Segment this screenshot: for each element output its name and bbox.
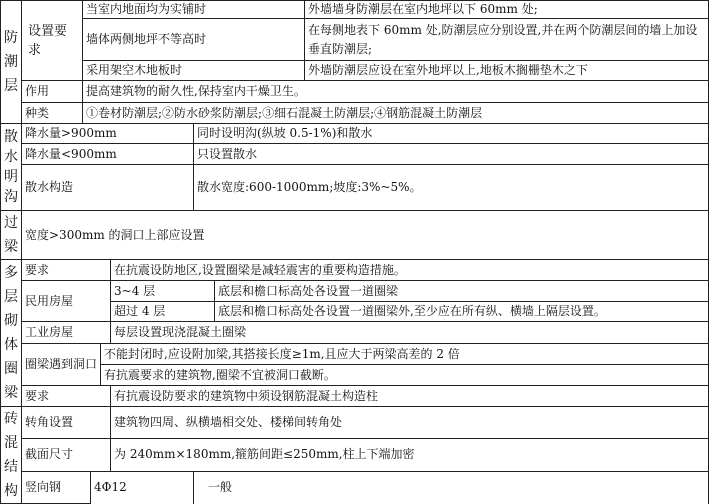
column-corner-label: 转角设置 — [22, 407, 111, 439]
column-rebar-label: 竖向钢 — [22, 471, 91, 503]
ringbeam-req-label: 要求 — [22, 260, 111, 281]
ringbeam-industrial-label: 工业房屋 — [22, 322, 111, 344]
moisture-type-row — [1, 103, 709, 124]
moisture-req-label: 设置要求 — [22, 1, 83, 81]
column-rebar-row — [1, 471, 709, 503]
drain-text-1: 同时设明沟(纵坡 0.5-1%)和散水 — [194, 124, 709, 144]
ringbeam-opening-row-1 — [1, 344, 709, 365]
ringbeam-industrial-row — [1, 322, 709, 344]
drain-text-2: 只设置散水 — [194, 144, 709, 165]
moisture-cond-2: 墙体两侧地坪不等高时 — [83, 19, 305, 61]
ringbeam-civil-floors-2: 超过 4 层 — [111, 302, 215, 322]
ringbeam-opening-label: 圈梁遇到洞口 — [22, 344, 101, 386]
drain-label-2: 降水量<900mm — [22, 144, 194, 165]
lintel-section-title: 过梁 — [1, 211, 22, 260]
ringbeam-opening-row-2 — [1, 365, 709, 386]
ringbeam-req-row — [1, 260, 709, 281]
column-req-row — [1, 386, 709, 407]
ringbeam-opening-text-2: 有抗震要求的建筑物,圈梁不宜被洞口截断。 — [101, 365, 709, 386]
column-req-label: 要求 — [22, 386, 111, 407]
moisture-use-label: 作用 — [22, 81, 83, 103]
moisture-cond-3: 采用架空木地板时 — [83, 61, 305, 81]
moisture-section-title: 防潮层 — [1, 1, 22, 124]
ringbeam-civil-row-1 — [1, 281, 709, 302]
column-section-label: 截面尺寸 — [22, 439, 111, 471]
column-req-text: 有抗震设防要求的建筑物中须设钢筋混凝土构造柱 — [111, 386, 709, 407]
drain-row-2 — [1, 144, 709, 165]
column-section-text: 为 240mm×180mm,箍筋间距≤250mm,柱上下端加密 — [111, 439, 709, 471]
ringbeam-section-title: 多层砌体圈梁 — [1, 260, 22, 407]
moisture-detail-3: 外墙防潮层应设在室外地坪以上,地板木搁栅垫木之下 — [305, 61, 709, 81]
drain-label-1: 降水量>900mm — [22, 124, 194, 144]
moisture-row-2 — [1, 19, 709, 61]
moisture-use-row — [1, 81, 709, 103]
ringbeam-opening-text-1: 不能封闭时,应设附加梁,其搭接长度≥1m,且应大于两梁高差的 2 倍 — [101, 344, 709, 365]
column-section-row — [1, 439, 709, 471]
ringbeam-civil-text-2: 底层和檐口标高处各设置一道圈梁外,至少应在所有纵、横墙上隔层设置。 — [215, 302, 709, 322]
ringbeam-industrial-text: 每层设置现浇混凝土圈梁 — [111, 322, 709, 344]
column-rebar-value: 4Φ12 — [91, 471, 194, 503]
drain-section-title: 散水明沟 — [1, 124, 22, 211]
moisture-row-3 — [1, 61, 709, 81]
moisture-detail-2: 在每侧地表下 60mm 处,防潮层应分别设置,并在两个防潮层间的墙上加设垂直防潮层; — [305, 19, 709, 61]
column-corner-row — [1, 407, 709, 439]
drain-row-1 — [1, 124, 709, 144]
ringbeam-civil-floors-1: 3~4 层 — [111, 281, 215, 302]
moisture-use-text: 提高建筑物的耐久性,保持室内干燥卫生。 — [83, 81, 709, 103]
moisture-type-label: 种类 — [22, 103, 83, 124]
moisture-type-text: ①卷材防潮层;②防水砂浆防潮层;③细石混凝土防潮层;④钢筋混凝土防潮层 — [83, 103, 709, 124]
ringbeam-civil-text-1: 底层和檐口标高处各设置一道圈梁 — [215, 281, 709, 302]
moisture-row-1 — [1, 1, 709, 19]
drain-text-3: 散水宽度:600-1000mm;坡度:3%~5%。 — [194, 165, 709, 211]
drain-label-3: 散水构造 — [22, 165, 194, 211]
moisture-cond-1: 当室内地面均为实铺时 — [83, 1, 305, 19]
moisture-detail-1: 外墙墙身防潮层在室内地坪以下 60mm 处; — [305, 1, 709, 19]
column-section-title: 砖混结构 — [1, 407, 22, 504]
ringbeam-req-text: 在抗震设防地区,设置圈梁是减轻震害的重要构造措施。 — [111, 260, 709, 281]
column-corner-text: 建筑物四周、纵横墙相交处、楼梯间转角处 — [111, 407, 709, 439]
lintel-row — [1, 211, 709, 260]
lintel-text: 宽度>300mm 的洞口上部应设置 — [22, 211, 709, 260]
drain-row-3 — [1, 165, 709, 211]
column-rebar-note: 一般 — [194, 471, 709, 503]
ringbeam-civil-label: 民用房屋 — [22, 281, 111, 322]
